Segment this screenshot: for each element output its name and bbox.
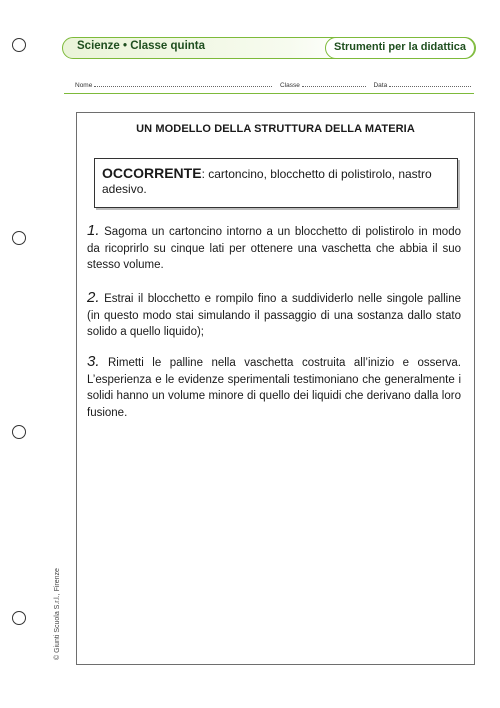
name-label: Nome xyxy=(75,82,93,89)
step-2 xyxy=(87,290,461,341)
materials-text: : cartoncino, blocchetto di polistirolo, nastro adesivo. xyxy=(102,167,432,196)
worksheet-title: UN MODELLO DELLA STRUTTURA DELLA MATERIA xyxy=(136,123,415,135)
step-3-number: 3. xyxy=(87,353,100,370)
header-divider xyxy=(64,93,474,94)
step-3 xyxy=(87,354,461,422)
name-line[interactable] xyxy=(94,81,272,87)
page-header xyxy=(62,37,476,59)
student-fields xyxy=(75,81,475,89)
step-2-number: 2. xyxy=(87,289,100,306)
step-3-text: Rimetti le palline nella vaschetta costruita all’inizio e osserva. L’esperienza e le evidenze sperimentali testimoniano che generalmente i solidi hanno un volume minore di quello dei liquidi che derivano dalla loro fusione. xyxy=(87,357,461,420)
class-label: Classe xyxy=(279,82,300,89)
step-1-text: Sagoma un cartoncino intorno a un blocchetto di polistirolo in modo da ricoprirlo su cinque lati per ottenere una vaschetta che abbia il suo stesso volume. xyxy=(87,226,461,272)
copyright-credit: © Giunti Scuola S.r.l., Firenze xyxy=(54,568,61,660)
binder-hole-3 xyxy=(12,425,26,439)
binder-hole-2 xyxy=(12,231,26,245)
binder-hole-4 xyxy=(12,611,26,625)
series-label: Strumenti per la didattica xyxy=(325,37,475,59)
step-1-number: 1. xyxy=(87,222,100,239)
materials-label: OCCORRENTE xyxy=(102,165,202,181)
class-line[interactable] xyxy=(302,81,366,87)
step-1 xyxy=(87,223,461,274)
date-line[interactable] xyxy=(389,81,471,87)
materials-box xyxy=(94,158,458,208)
binder-hole-1 xyxy=(12,38,26,52)
date-label: Data xyxy=(373,82,388,89)
worksheet-frame xyxy=(76,112,475,665)
subject-label: Scienze • Classe quinta xyxy=(77,40,206,52)
step-2-text: Estrai il blocchetto e rompilo fino a suddividerlo nelle singole palline (in questo modo stai simulando il passaggio di una sostanza dallo stato solido a quello liquido); xyxy=(87,293,461,339)
